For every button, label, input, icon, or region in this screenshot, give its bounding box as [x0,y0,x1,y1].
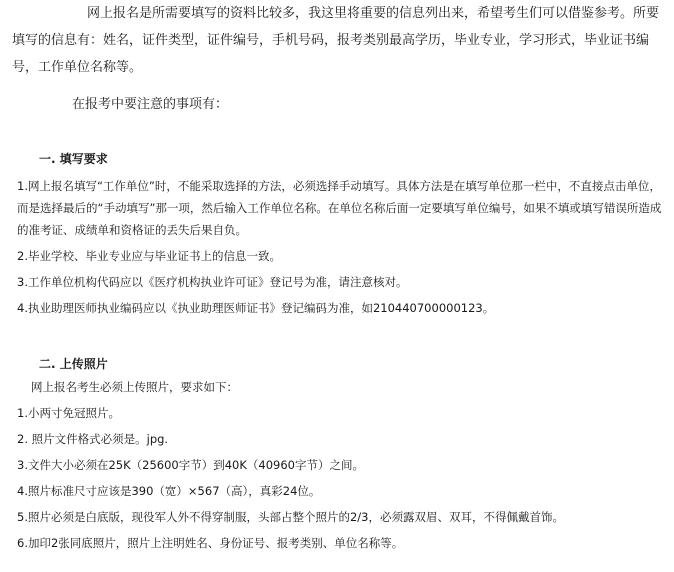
list-item: 4.执业助理医师执业编码应以《执业助理医师证书》登记编码为准，如210440700000123。 [17,301,495,315]
notice-heading: 在报考中要注意的事项有： [72,97,229,112]
list-item: 3.工作单位机构代码应以《医疗机构执业许可证》登记号为准，请注意核对。 [17,275,408,289]
list-item: 1.小两寸免冠照片。 [17,406,120,420]
section-lead: 网上报名考生必须上传照片，要求如下： [31,380,238,394]
list-item: 1.网上报名填写“工作单位”时，不能采取选择的方法，必须选择手动填写。具体方法是在填写单位那一栏中，不直接点击单位，而是选择最后的“手动填写”那一项，然后输入工作单位名称。在单位名称后面一定要填写单位编号，如果不填或填写错误所造成的准考证、成绩单和资格证的丢失后果自负。 [17,179,662,237]
section-heading: 二. 上传照片 [39,357,108,371]
intro [12,0,664,118]
list-item: 6.加印2张同底照片，照片上注明姓名、身份证号、报考类别、单位名称等。 [17,536,404,550]
list-item: 4.照片标准尺寸应该是390（宽）×567（高），真彩24位。 [17,484,321,498]
list-item: 5.照片必须是白底版，现役军人外不得穿制服，头部占整个照片的2/3，必须露双眉、双耳，不得佩戴首饰。 [17,510,564,524]
list-item: 3.文件大小必须在25K（25600字节）到40K（40960字节）之间。 [17,458,364,472]
list-item: 2. 照片文件格式必须是。jpg. [17,432,169,446]
list-item: 2.毕业学校、毕业专业应与毕业证书上的信息一致。 [17,249,281,263]
section-upload-photo [17,355,665,554]
section-fill-requirements [17,150,665,319]
intro-paragraph: 网上报名是所需要填写的资料比较多，我这里将重要的信息列出来，希望考生们可以借鉴参考。所要填写的信息有：姓名，证件类型，证件编号，手机号码，报考类别最高学历，毕业专业，学习形式，毕业证书编号，工作单位名称等。 [12,6,660,75]
section-heading: 一. 填写要求 [39,152,108,166]
